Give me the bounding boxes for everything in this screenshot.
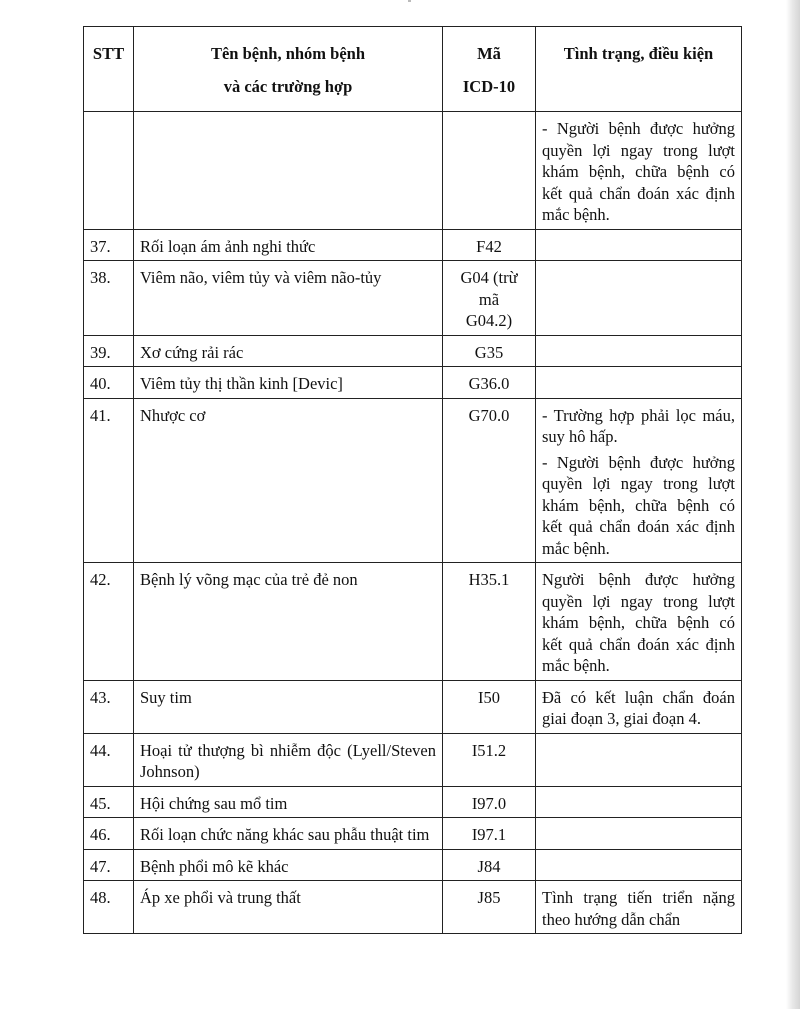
row-stt: 43. xyxy=(84,680,134,733)
row-icd-code: I97.1 xyxy=(443,818,536,850)
row-disease-name: Xơ cứng rải rác xyxy=(134,335,443,367)
header-icd-code-line1: Mã xyxy=(477,44,501,63)
row-icd-code xyxy=(443,112,536,230)
row-condition xyxy=(536,367,742,399)
table-row xyxy=(84,680,742,733)
header-condition: Tình trạng, điều kiện xyxy=(536,27,742,112)
row-condition xyxy=(536,229,742,261)
row-condition-text: - Người bệnh được hưởng quyền lợi ngay trong lượt khám bệnh, chữa bệnh có kết quả chẩn đoán xác định mắc bệnh. xyxy=(542,119,735,224)
page-right-edge-shadow xyxy=(786,0,800,1009)
row-icd-code: H35.1 xyxy=(443,563,536,681)
table-row xyxy=(84,563,742,681)
row-stt: 45. xyxy=(84,786,134,818)
row-condition xyxy=(536,398,742,563)
header-disease-name xyxy=(134,27,443,112)
row-stt: 48. xyxy=(84,881,134,934)
row-icd-code: I50 xyxy=(443,680,536,733)
row-icd-code: G70.0 xyxy=(443,398,536,563)
row-condition-text: Tình trạng tiến triển nặng theo hướng dẫn chẩn xyxy=(542,888,735,929)
table-row xyxy=(84,786,742,818)
row-condition-text: - Người bệnh được hưởng quyền lợi ngay trong lượt khám bệnh, chữa bệnh có kết quả chẩn đoán xác định mắc bệnh. xyxy=(542,452,735,558)
row-stt: 44. xyxy=(84,733,134,786)
disease-table xyxy=(83,26,742,934)
row-condition-text: - Trường hợp phải lọc máu, suy hô hấp. xyxy=(542,405,735,446)
table-row xyxy=(84,112,742,230)
row-icd-code: G04 (trừ mã G04.2) xyxy=(443,261,536,336)
table-row xyxy=(84,335,742,367)
row-stt: 41. xyxy=(84,398,134,563)
row-stt: 37. xyxy=(84,229,134,261)
row-disease-name: Viêm tủy thị thần kinh [Devic] xyxy=(134,367,443,399)
header-icd-code xyxy=(443,27,536,112)
header-stt: STT xyxy=(84,27,134,112)
row-disease-name: Hội chứng sau mổ tim xyxy=(134,786,443,818)
row-disease-name: Suy tim xyxy=(134,680,443,733)
header-disease-name-line1: Tên bệnh, nhóm bệnh xyxy=(210,44,366,63)
row-stt: 46. xyxy=(84,818,134,850)
row-disease-name: Viêm não, viêm tủy và viêm não-tủy xyxy=(134,261,443,336)
row-stt: 39. xyxy=(84,335,134,367)
table-body xyxy=(84,112,742,934)
row-condition xyxy=(536,818,742,850)
row-disease-name: Áp xe phổi và trung thất xyxy=(134,881,443,934)
row-disease-name: Rối loạn chức năng khác sau phẫu thuật tim xyxy=(134,818,443,850)
row-condition xyxy=(536,786,742,818)
page-top-mark xyxy=(408,0,411,2)
row-disease-name: Nhược cơ xyxy=(134,398,443,563)
row-disease-name: Rối loạn ám ảnh nghi thức xyxy=(134,229,443,261)
row-stt: 38. xyxy=(84,261,134,336)
table-row xyxy=(84,398,742,563)
row-disease-name xyxy=(134,112,443,230)
row-stt: 47. xyxy=(84,849,134,881)
header-disease-name-line2: và các trường hợp xyxy=(223,77,353,96)
table-row xyxy=(84,849,742,881)
row-condition xyxy=(536,733,742,786)
row-icd-code: G36.0 xyxy=(443,367,536,399)
row-disease-name: Hoại tử thượng bì nhiễm độc (Lyell/Steven Johnson) xyxy=(134,733,443,786)
row-condition-text: Đã có kết luận chẩn đoán giai đoạn 3, giai đoạn 4. xyxy=(542,687,735,728)
row-icd-code: J84 xyxy=(443,849,536,881)
row-condition xyxy=(536,849,742,881)
row-condition xyxy=(536,335,742,367)
table-row xyxy=(84,818,742,850)
row-disease-name: Bệnh phổi mô kẽ khác xyxy=(134,849,443,881)
row-icd-code: G35 xyxy=(443,335,536,367)
row-stt: 42. xyxy=(84,563,134,681)
row-condition xyxy=(536,881,742,934)
table-header-row xyxy=(84,27,742,112)
table-row xyxy=(84,229,742,261)
row-condition xyxy=(536,563,742,681)
header-icd-code-line2: ICD-10 xyxy=(462,77,516,96)
table-row xyxy=(84,367,742,399)
row-disease-name: Bệnh lý võng mạc của trẻ đẻ non xyxy=(134,563,443,681)
row-condition xyxy=(536,112,742,230)
row-condition xyxy=(536,261,742,336)
table-row xyxy=(84,261,742,336)
row-icd-code: F42 xyxy=(443,229,536,261)
row-icd-code: J85 xyxy=(443,881,536,934)
row-stt: 40. xyxy=(84,367,134,399)
row-condition-text: Người bệnh được hưởng quyền lợi ngay trong lượt khám bệnh, chữa bệnh có kết quả chẩn đoán xác định mắc bệnh. xyxy=(542,570,735,675)
row-icd-code: I51.2 xyxy=(443,733,536,786)
row-icd-code: I97.0 xyxy=(443,786,536,818)
row-condition xyxy=(536,680,742,733)
table-row xyxy=(84,733,742,786)
table-row xyxy=(84,881,742,934)
row-stt xyxy=(84,112,134,230)
